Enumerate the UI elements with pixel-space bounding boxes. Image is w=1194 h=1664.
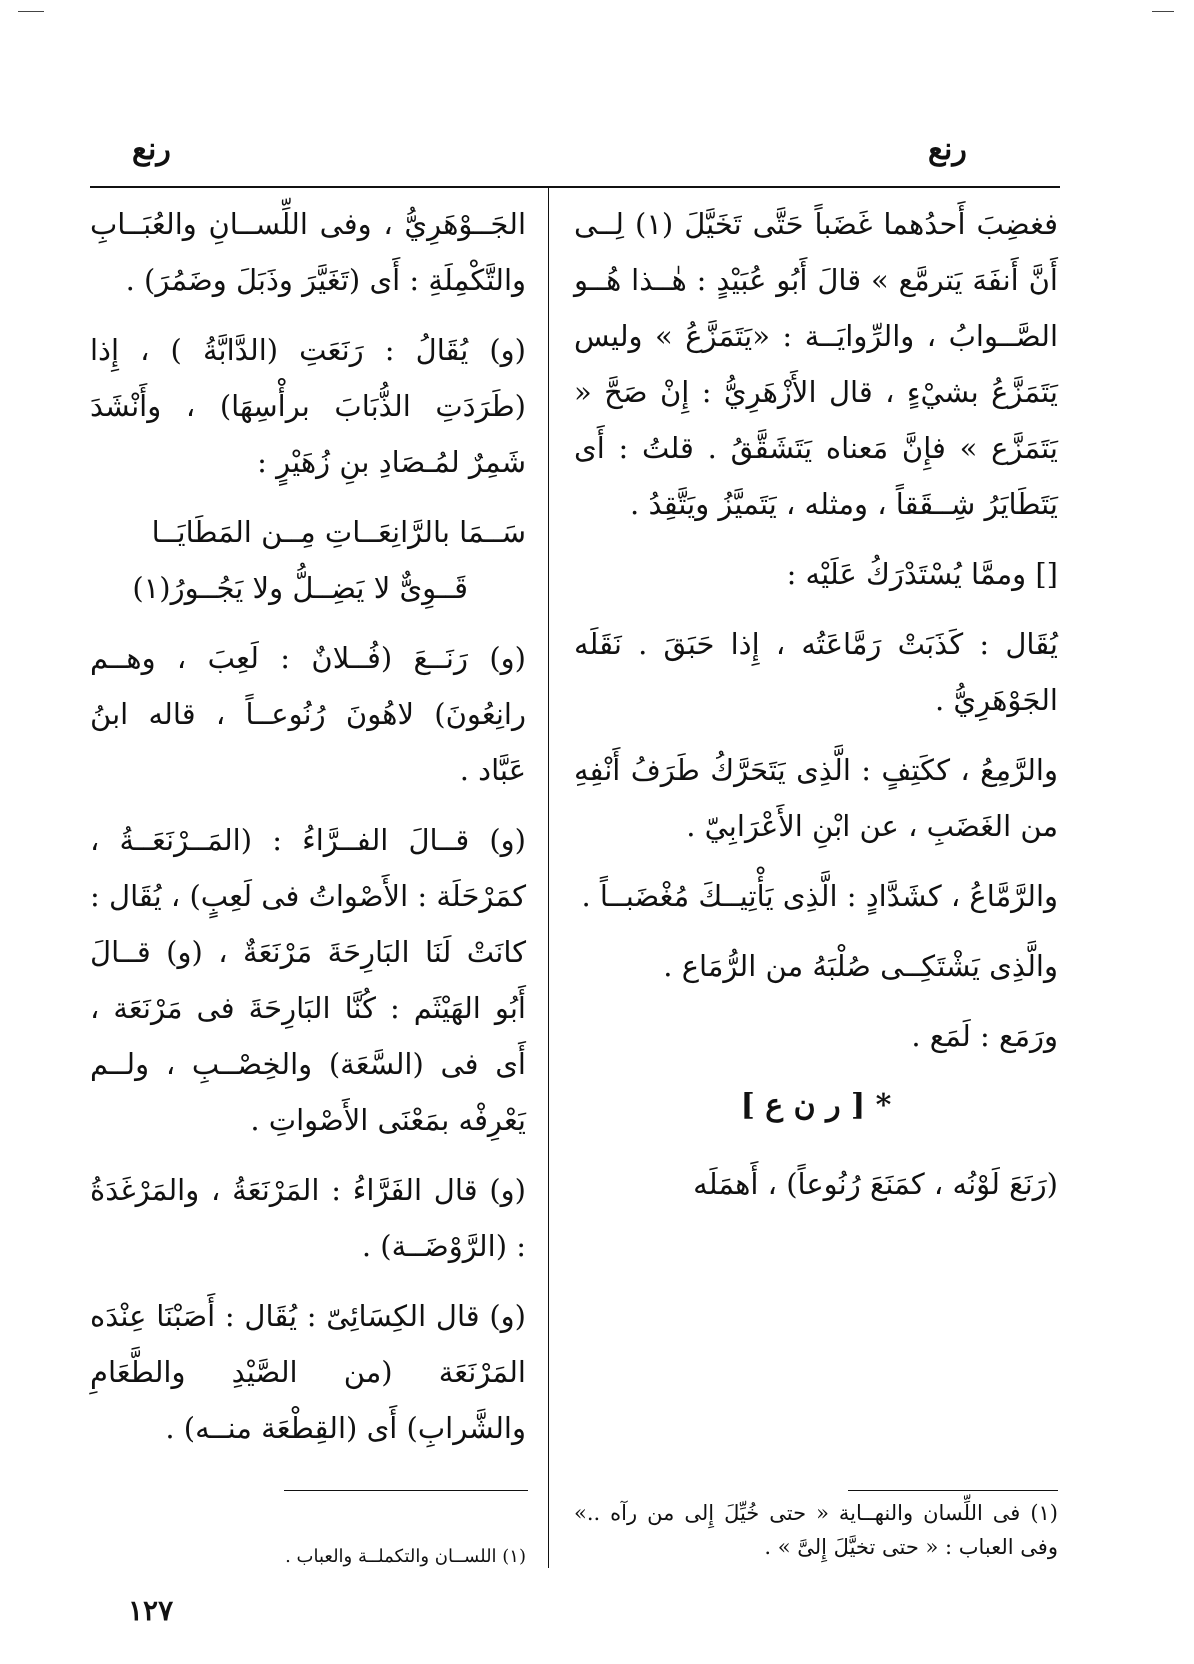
poem-verse-second-hemistich: قَــوِىٌّ لا يَضِــلُّ ولا يَجُــورُ(١) xyxy=(132,571,468,605)
addendum-intro: [] وممَّا يُسْتَدْرَكُ عَلَيْه : xyxy=(786,557,1058,591)
footnote-left: (١) اللســان والتكملــة والعباب . xyxy=(285,1546,526,1567)
scan-mark-right xyxy=(1152,11,1174,12)
page-number: ١٢٧ xyxy=(128,1594,174,1627)
header-rule xyxy=(90,186,1060,188)
poem-verse-first-hemistich: سَــمَا بالرَّانِعَــاتِ مِــن المَطَايَــا xyxy=(151,515,526,549)
root-heading-text: [ ر ن ع ] xyxy=(740,1088,866,1123)
entry-paragraph: ورَمَع : لَمَع . xyxy=(911,1019,1058,1053)
heading-star-icon: * xyxy=(875,1088,892,1123)
footnote-rule-left xyxy=(284,1490,528,1491)
right-column xyxy=(574,196,1058,1226)
footnote-rule-right xyxy=(848,1490,1058,1491)
entry-paragraph: (و) رَنَــعَ (فُــلانٌ : لَعِبَ ، وهــم رانِعُونَ) لاهُونَ رُنُوعــاً ، قاله ابنُ عَبَّاد . xyxy=(90,641,526,787)
entry-paragraph: الجَــوْهَرِيُّ ، وفى اللِّســانِ والعُبَــابِ والتَّكْمِلَةِ : أَى (تَغَيَّرَ وذَبَلَ وضَمُرَ) . xyxy=(90,207,526,297)
entry-paragraph: (و) يُقَالُ : رَنَعَتِ (الدَّابَّةُ ) ، إِذا (طَرَدَتِ الذُّبَابَ برأْسِهَا) ، وأَنْشَدَ شَمِرٌ لمُـصَادِ بنِ زُهَيْرٍ : xyxy=(90,333,526,479)
footnote-right: (١) فى اللِّسان والنهــاية « حتى خُيِّلَ إِلى من رآه ..» وفى العباب : « حتى تخيَّلَ إِلىَّ » . xyxy=(574,1501,1058,1559)
entry-paragraph: والرَّمِعُ ، ككَتِفٍ : الَّذِى يَتَحَرَّكُ طَرَفُ أَنْفِهِ من الغَضَبِ ، عن ابْنِ الأَعْرَابِيّ . xyxy=(574,753,1058,843)
entry-paragraph: والَّذِى يَشْتَكِــى صُلْبَهُ من الرُّمَاع . xyxy=(663,949,1058,983)
root-heading xyxy=(574,1078,1058,1134)
entry-paragraph: (و) قال الفَرَّاءُ : المَرْنَعَةُ ، والمَرْغَدَةُ : (الرَّوْضَــة) . xyxy=(90,1173,526,1263)
running-head-right: رنع xyxy=(928,132,967,167)
column-divider xyxy=(548,188,549,1568)
scan-mark-left xyxy=(18,11,44,12)
running-head-left: رنع xyxy=(132,132,171,167)
entry-paragraph: (رَنَعَ لَوْنُه ، كمَنَعَ رُنُوعاً) ، أَهمَلَه xyxy=(693,1167,1058,1201)
entry-paragraph: (و) قال الكِسَائِىّ : يُقَال : أَصَبْنَا عِنْدَه المَرْنَعَة (من الصَّيْدِ والطَّعَامِ والشَّرابِ) أَى (القِطْعَة منــه) . xyxy=(90,1299,526,1445)
entry-paragraph: (و) قــالَ الفــرَّاءُ : (المَــرْنَعَــةُ ، كمَرْحَلَة : الأَصْواتُ فى لَعِبٍ) ، يُقَال : كانَتْ لَنَا البَارِحَةَ مَرْنَعَةٌ ، (و) قــالَ أَبُو الهَيْثَم : كُنَّا البَارِحَةَ فى مَرْنَعَة ، أَى فى (السَّعَة) والخِصْــبِ ، ولــم يَعْرِفْه بمَعْنَى الأَصْواتِ . xyxy=(90,823,526,1137)
left-column xyxy=(90,196,526,1470)
entry-paragraph: والرَّمَّاعُ ، كشَدَّادٍ : الَّذِى يَأْتِيــكَ مُغْضَبــاً . xyxy=(581,879,1058,913)
entry-paragraph: يُقَال : كَذَبَتْ رَمَّاعَتُه ، إِذا حَبَقَ . نَقَلَه الجَوْهَرِيُّ . xyxy=(574,627,1058,717)
entry-paragraph: فغضِبَ أَحدُهما غَضَباً حَتَّى تَخَيَّلَ (١) لِــى أَنَّ أَنفَهَ يَترمَّع » قالَ أَبُو عُبَيْدٍ : هٰــذا هُــو الصَّــوابُ ، والرِّوايَــة : «يَتَمَزَّعُ » وليس يَتَمَزَّعُ بشيْءٍ ، قال الأَزْهَرِيُّ : إِنْ صَحَّ « يَتَمَزَّع » فإِنَّ مَعناه يَتَشَقَّقُ . قلتُ : أَى يَتَطَايَرُ شِــقَقاً ، ومثله ، يَتَميَّزُ ويَتَّقِدُ . xyxy=(574,207,1058,521)
